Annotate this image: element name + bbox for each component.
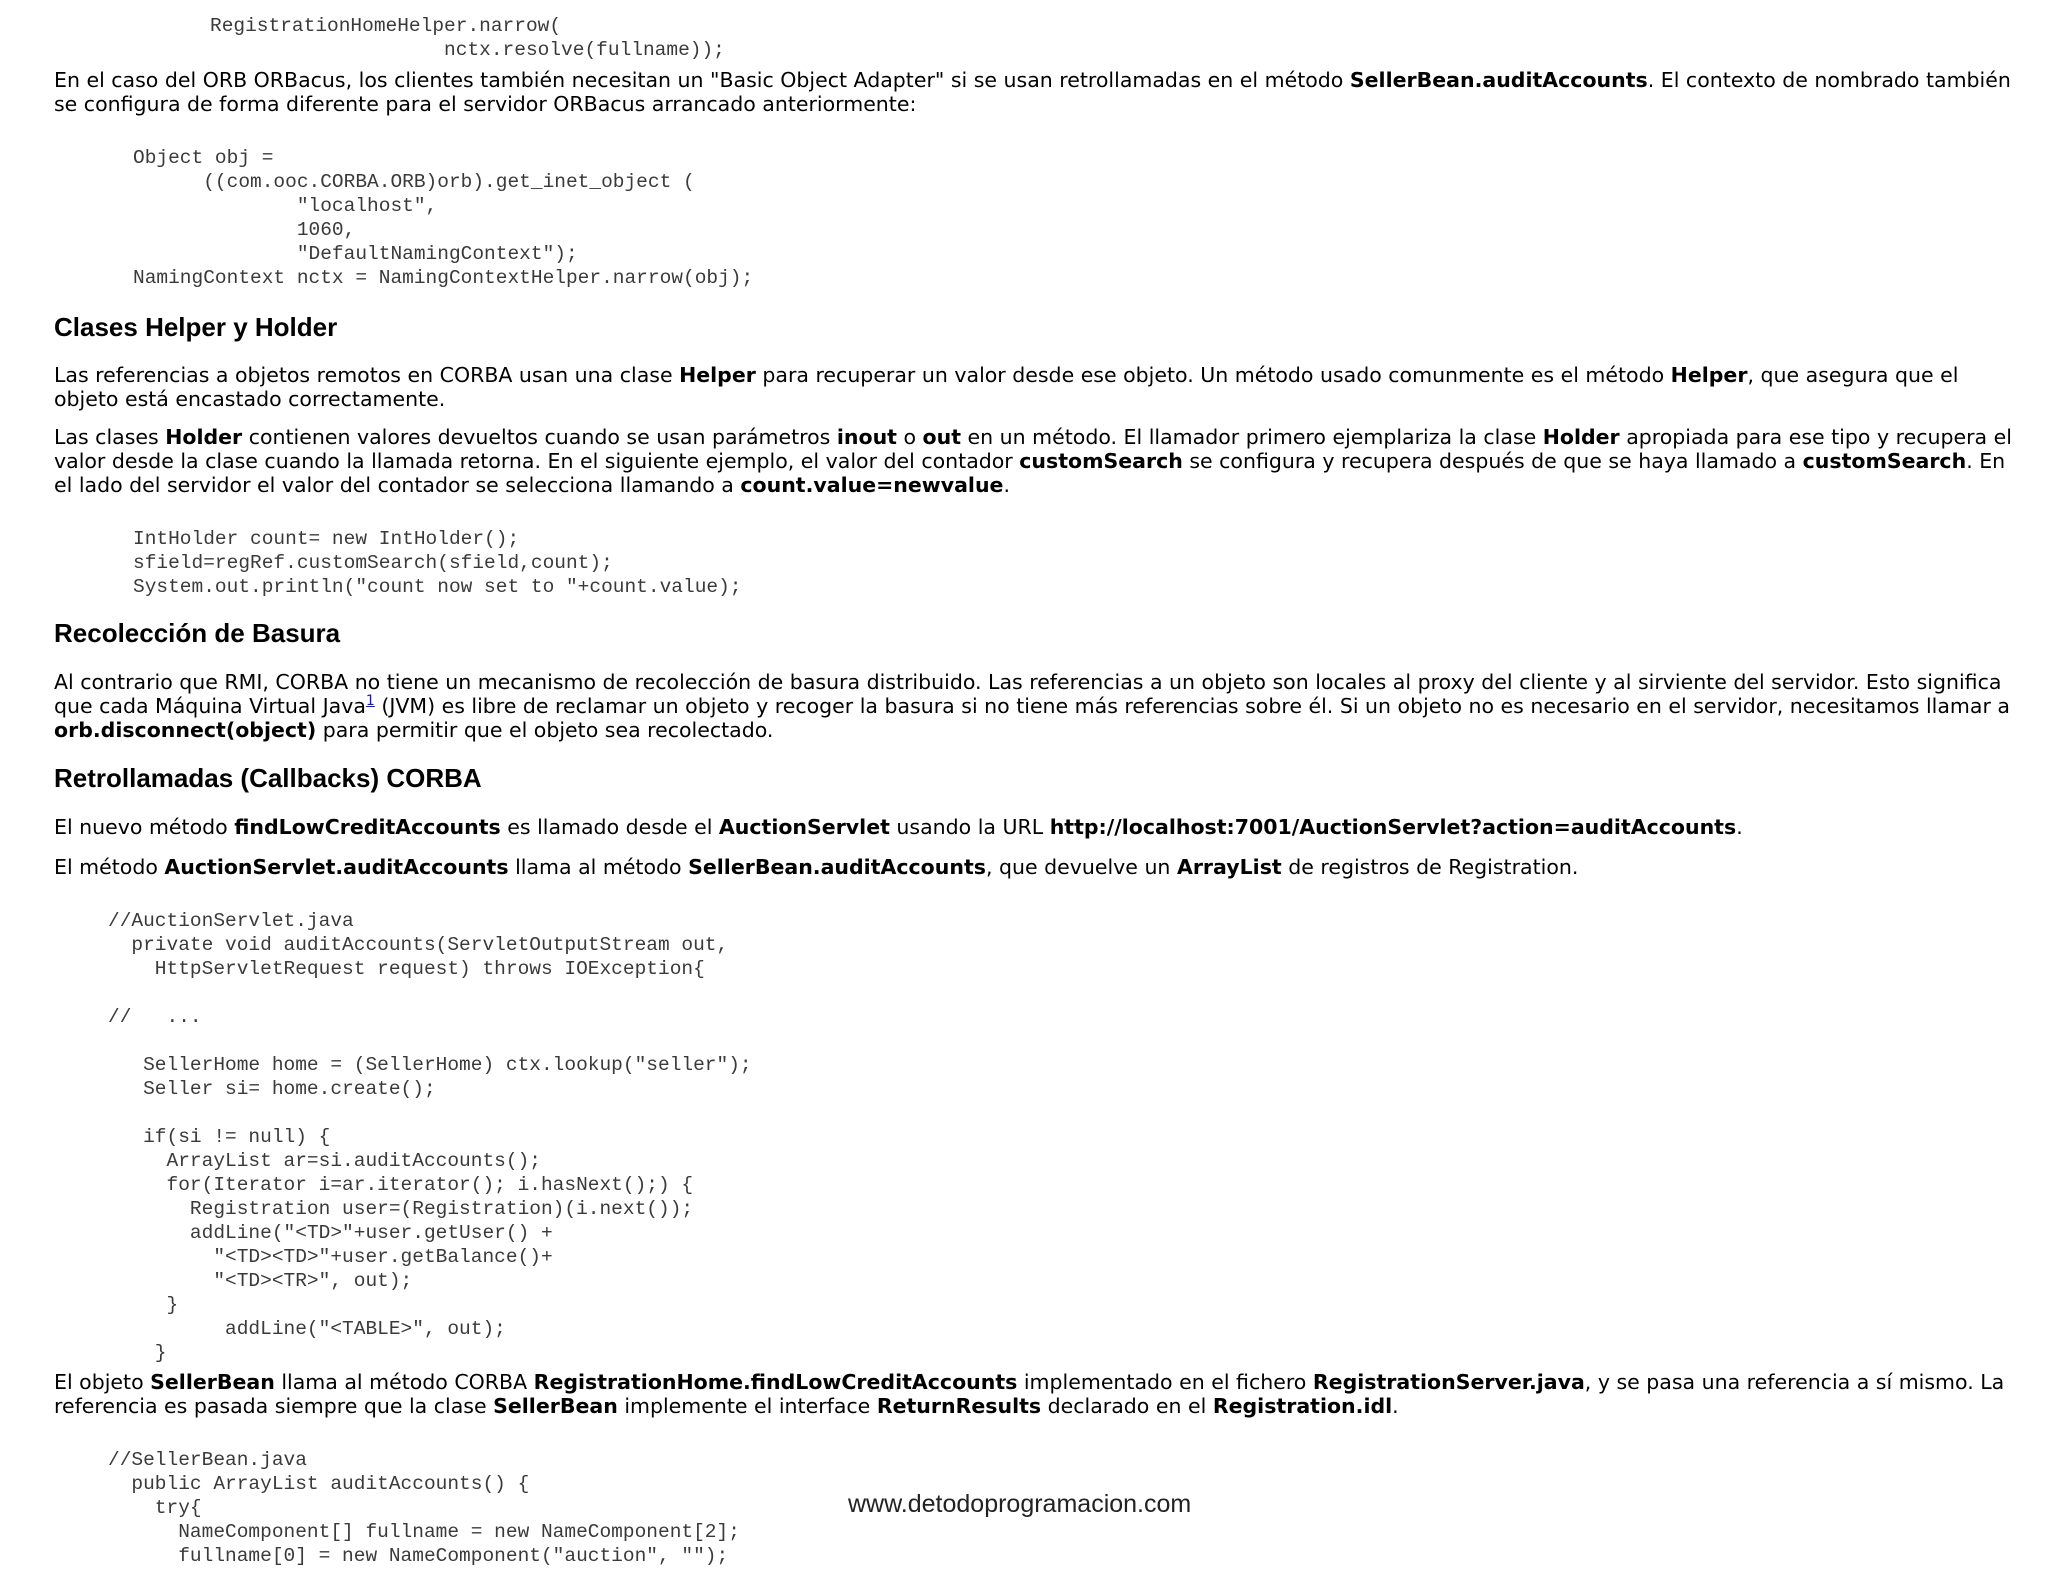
text-span: Las referencias a objetos remotos en CORBA usan una clase: [54, 363, 680, 387]
text-span: para recuperar un valor desde ese objeto. Un método usado comunmente es el método: [755, 363, 1671, 387]
bold-term: inout: [836, 425, 897, 449]
bold-term: count.value=newvalue: [740, 473, 1004, 497]
bold-term: orb.disconnect(object): [54, 718, 317, 742]
paragraph-garbage-collection: [54, 670, 2014, 742]
bold-term: ArrayList: [1176, 855, 1282, 879]
text-span: declarado en el: [1041, 1394, 1213, 1418]
url-text: http://localhost:7001/AuctionServlet?action=auditAccounts: [1049, 815, 1737, 839]
text-span: apropiada para ese tipo y recupera el valor desde la clase cuando la llamada retorna. En el siguiente ejemplo, el valor del contador: [54, 425, 2012, 473]
text-span: es llamado desde el: [500, 815, 719, 839]
code-block-sellerbean: //SellerBean.java public ArrayList auditAccounts() { try{ NameComponent[] fullname = new NameComponent[2]; fullname[0] = new NameComponent("auction", "");: [108, 1449, 740, 1567]
bold-term: Helper: [1670, 363, 1748, 387]
paragraph-audit-accounts: [54, 855, 2014, 879]
text-span: se configura y recupera después de que se haya llamado a: [1182, 449, 1803, 473]
heading-callbacks: Retrollamadas (Callbacks) CORBA: [54, 763, 482, 793]
heading-garbage-collection: Recolección de Basura: [54, 618, 341, 648]
bold-term: SellerBean.auditAccounts: [1349, 68, 1648, 92]
bold-term: SellerBean: [493, 1394, 618, 1418]
paragraph-find-low-credit: [54, 815, 2014, 839]
text-span: .: [1003, 473, 1010, 497]
paragraph-orbacus: [54, 68, 2014, 116]
text-span: usando la URL: [889, 815, 1050, 839]
text-span: Las clases: [54, 425, 166, 449]
text-span: llama al método CORBA: [274, 1370, 534, 1394]
bold-term: RegistrationHome.findLowCreditAccounts: [533, 1370, 1018, 1394]
text-span: implemente el interface: [617, 1394, 877, 1418]
text-span: .: [1392, 1394, 1399, 1418]
code-block-intholder: IntHolder count= new IntHolder(); sfield=regRef.customSearch(sfield,count); System.out.println("count now set to "+count.value);: [133, 528, 742, 598]
text-span: de registros de Registration.: [1281, 855, 1579, 879]
heading-helper-holder: Clases Helper y Holder: [54, 312, 338, 342]
bold-term: customSearch: [1802, 449, 1967, 473]
bold-term: Holder: [165, 425, 243, 449]
text-span: contienen valores devueltos cuando se usan parámetros: [242, 425, 837, 449]
bold-term: findLowCreditAccounts: [234, 815, 501, 839]
bold-term: Registration.idl: [1212, 1394, 1393, 1418]
footnote-link[interactable]: 1: [365, 693, 375, 710]
paragraph-helper: [54, 363, 2014, 411]
bold-term: out: [922, 425, 962, 449]
text-span: Al contrario que RMI, CORBA no tiene un mecanismo de recolección de basura distribuido. Las referencias a un objeto son locales al proxy del cliente y al sirviente del servidor. Esto significa que cada Máquina Virtual Java: [54, 670, 2002, 718]
paragraph-holder: [54, 425, 2014, 497]
text-span: . En el lado del servidor el valor del contador se selecciona llamando a: [54, 449, 2006, 497]
bold-term: SellerBean.auditAccounts: [688, 855, 986, 879]
code-block-orbacus-naming: Object obj = ((com.ooc.CORBA.ORB)orb).get_inet_object ( "localhost", 1060, "DefaultNamingContext"); NamingContext nctx = NamingContextHelper.narrow(obj);: [133, 147, 754, 289]
watermark-url: www.detodoprogramacion.com: [848, 1490, 1192, 1518]
text-span: , y se pasa una referencia a sí mismo. La referencia es pasada siempre que la clase: [54, 1370, 2005, 1418]
bold-term: ReturnResults: [876, 1394, 1042, 1418]
code-block-registration-narrow: RegistrationHomeHelper.narrow( nctx.resolve(fullname));: [210, 15, 725, 61]
text-span: (JVM) es libre de reclamar un objeto y recoger la basura si no tiene más referencias sobre él. Si un objeto no es necesario en el servidor, necesitamos llamar a: [374, 694, 2010, 718]
text-span: El objeto: [54, 1370, 151, 1394]
text-span: implementado en el fichero: [1017, 1370, 1313, 1394]
text-span: , que asegura que el objeto está encastado correctamente.: [54, 363, 1959, 411]
bold-term: AuctionServlet.auditAccounts: [164, 855, 509, 879]
bold-term: AuctionServlet: [718, 815, 890, 839]
text-span: o: [896, 425, 923, 449]
text-span: . El contexto de nombrado también se configura de forma diferente para el servidor ORBacus arrancado anteriormente:: [54, 68, 2011, 116]
text-span: .: [1736, 815, 1743, 839]
text-span: en un método. El llamador primero ejemplariza la clase: [961, 425, 1543, 449]
bold-term: RegistrationServer.java: [1312, 1370, 1585, 1394]
text-span: El nuevo método: [54, 815, 235, 839]
bold-term: Holder: [1542, 425, 1620, 449]
text-span: En el caso del ORB ORBacus, los clientes también necesitan un "Basic Object Adapter" si se usan retrollamadas en el método: [54, 68, 1350, 92]
text-span: para permitir que el objeto sea recolectado.: [316, 718, 774, 742]
bold-term: SellerBean: [150, 1370, 275, 1394]
bold-term: Helper: [679, 363, 756, 387]
text-span: El método: [54, 855, 165, 879]
text-span: , que devuelve un: [985, 855, 1177, 879]
paragraph-sellerbean: [54, 1370, 2014, 1418]
text-span: llama al método: [508, 855, 689, 879]
code-block-auction-servlet: //AuctionServlet.java private void auditAccounts(ServletOutputStream out, HttpServletRequest request) throws IOException{ // ... SellerHome home = (SellerHome) ctx.lookup("seller"); Seller si= home.create(); if(si != null) { ArrayList ar=si.auditAccounts(); for(Iterator i=ar.iterator(); i.hasNext();) { Registration user=(Registration)(i.next()); addLine("<TD>"+user.getUser() + "<TD><TD>"+user.getBalance()+ "<TD><TR>", out); } addLine("<TABLE>", out); }: [108, 910, 752, 1364]
bold-term: customSearch: [1019, 449, 1183, 473]
